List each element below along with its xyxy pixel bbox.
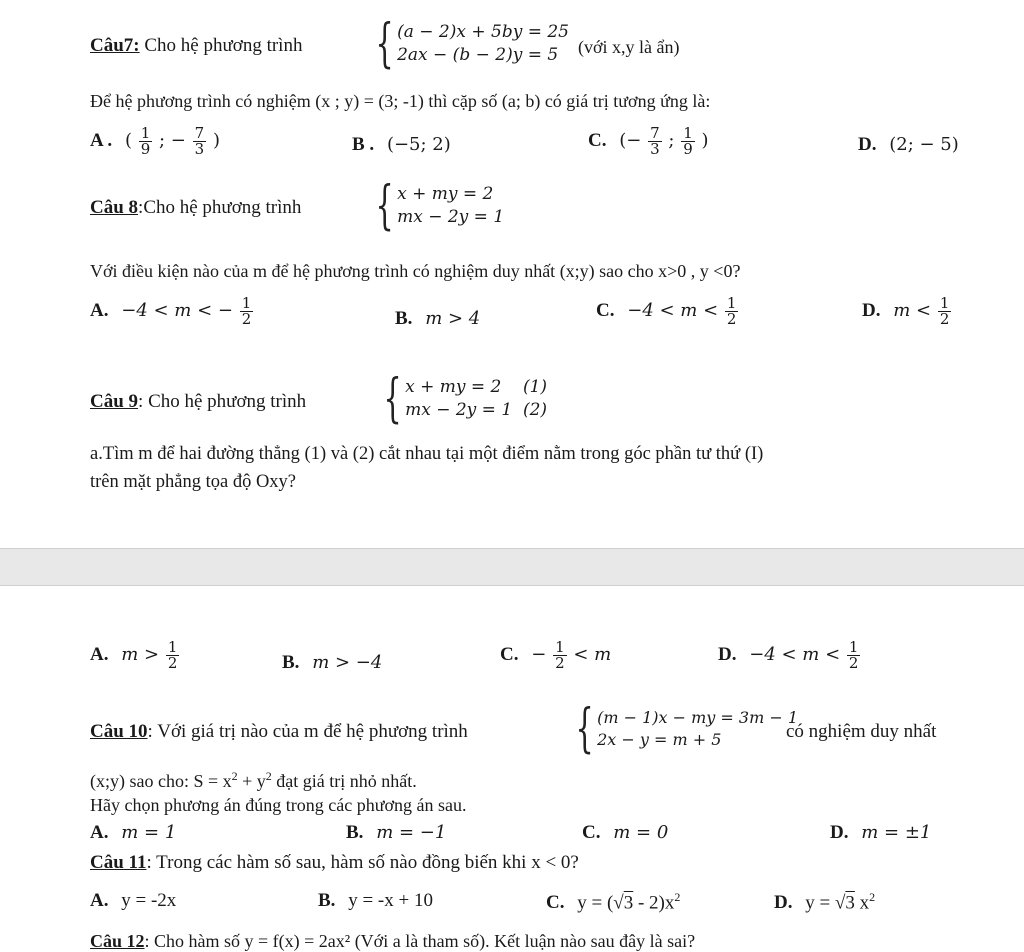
q7-c-frac1: $\frac{7}{3}$ [650,124,660,158]
q9-option-a[interactable]: A. m > $\frac{1}{2}$ [90,638,178,672]
q8-heading [90,198,301,219]
q10-label: Câu 10 [90,721,148,742]
sqrt-icon: √ [613,892,624,914]
q7-option-d[interactable]: D. (2; − 5) [858,134,959,155]
q9-a-frac: $\frac{1}{2}$ [167,638,178,672]
q7-a-frac1: $\frac{1}{9}$ [140,124,151,158]
q8-brace: { [375,176,394,236]
q9-eq2: mx − 2y = 1 (2) [405,400,548,420]
q8-d-frac: $\frac{1}{2}$ [939,294,950,328]
q9-option-b[interactable]: B. m > −4 [282,652,383,673]
q8-option-a[interactable]: A. −4 < m < − $\frac{1}{2}$ [90,294,252,328]
q10-option-b[interactable]: B. m = −1 [346,822,447,843]
q7-a-frac2: $\frac{7}{3}$ [194,124,205,158]
q11-option-d[interactable]: D. y = √3 $x^2$ [774,890,876,914]
q9-label: Câu 9 [90,391,139,412]
q7-eq1: (a − 2)x + 5by = 25 [397,22,569,43]
q9-line2: trên mặt phẳng tọa độ Oxy? [90,472,297,492]
q7-option-b[interactable]: B . (−5; 2) [352,134,451,155]
q12-label: Câu 12 [90,931,145,951]
q8-system [368,176,505,236]
q7-text: Cho hệ phương trình [144,35,303,56]
q9-line1: a.Tìm m để hai đường thẳng (1) và (2) cắt nhau tại một điểm nằm trong góc phần tư thứ (I) [90,444,764,464]
q8-eq2: mx − 2y = 1 [397,207,505,227]
q8-a-frac: $\frac{1}{2}$ [241,294,252,328]
q8-condition: Với điều kiện nào của m để hệ phương trình có nghiệm duy nhất (x;y) sao cho x>0 , y <0? [90,261,741,281]
q10-instruction: Hãy chọn phương án đúng trong các phương án sau. [90,795,467,815]
q11-label: Câu 11 [90,852,147,873]
q9-d-frac: $\frac{1}{2}$ [848,638,859,672]
q10-heading [90,722,468,743]
q10-tail: có nghiệm duy nhất [786,721,937,742]
q9-system [376,369,548,429]
q11-option-c[interactable]: C. $y = (√3 - 2)x^2$ [546,890,681,914]
page-break-band [0,548,1024,586]
q11-option-a[interactable]: A. y = -2x [90,890,177,911]
q8-text: :Cho hệ phương trình [138,197,302,218]
q7-note: (với x,y là ẩn) [578,37,680,57]
q9-eq1: x + my = 2 (1) [405,377,548,398]
q9-option-d[interactable]: D. −4 < m < $\frac{1}{2}$ [718,638,859,672]
q12-text: : Cho hàm số y = f(x) = 2ax² (Với a là tham số). Kết luận nào sau đây là sai? [144,931,696,951]
q8-label: Câu 8 [90,197,139,218]
q7-system [368,14,569,74]
q7-option-c[interactable]: C. (− $\frac{7}{3}$ ; $\frac{1}{9}$ ) [588,124,709,158]
q8-eq1: x + my = 2 [397,184,494,205]
q9-c-frac: $\frac{1}{2}$ [555,638,565,672]
q9-text: : Cho hệ phương trình [138,391,307,412]
q7-heading [90,36,302,57]
q7-c-frac2: $\frac{1}{9}$ [683,124,693,158]
q11-heading [90,853,579,874]
q11-option-b[interactable]: B. y = -x + 10 [318,890,433,911]
q10-brace: { [575,699,594,759]
q10-option-c[interactable]: C. m = 0 [582,822,669,843]
q10-option-a[interactable]: A. m = 1 [90,822,177,843]
q9-brace: { [383,369,402,429]
sqrt-icon: √ [834,892,846,914]
q10-text: : Với giá trị nào của m để hệ phương trình [147,721,468,742]
q10-eq2: 2x − y = m + 5 [597,730,722,749]
q7-brace: { [375,14,394,74]
q7-option-a[interactable]: A . ( $\frac{1}{9}$ ; − $\frac{7}{3}$ ) [90,124,220,158]
q10-option-d[interactable]: D. m = ±1 [830,822,932,843]
q7-label: Câu7: [90,35,140,56]
q11-text: : Trong các hàm số sau, hàm số nào đồng biến khi x < 0? [146,852,579,873]
q9-heading [90,392,306,413]
q8-option-b[interactable]: B. m > 4 [395,308,481,329]
q10-objective: (x;y) sao cho: $S = x^2 + y^2$ đạt giá trị nhỏ nhất. [90,769,417,791]
q8-option-d[interactable]: D. m < $\frac{1}{2}$ [862,294,950,328]
q8-c-frac: $\frac{1}{2}$ [726,294,737,328]
q12-heading [90,932,695,952]
q9-option-c[interactable]: C. − $\frac{1}{2}$ < m [500,638,612,672]
q8-option-c[interactable]: C. −4 < m < $\frac{1}{2}$ [596,294,737,328]
q10-system [568,699,799,759]
q7-condition: Để hệ phương trình có nghiệm (x ; y) = (3; -1) thì cặp số (a; b) có giá trị tương ứng là: [90,91,711,111]
top-cut-residue [0,0,1024,4]
q7-eq2: 2ax − (b − 2)y = 5 [397,45,559,65]
q10-eq1: (m − 1)x − my = 3m − 1 [597,708,799,728]
